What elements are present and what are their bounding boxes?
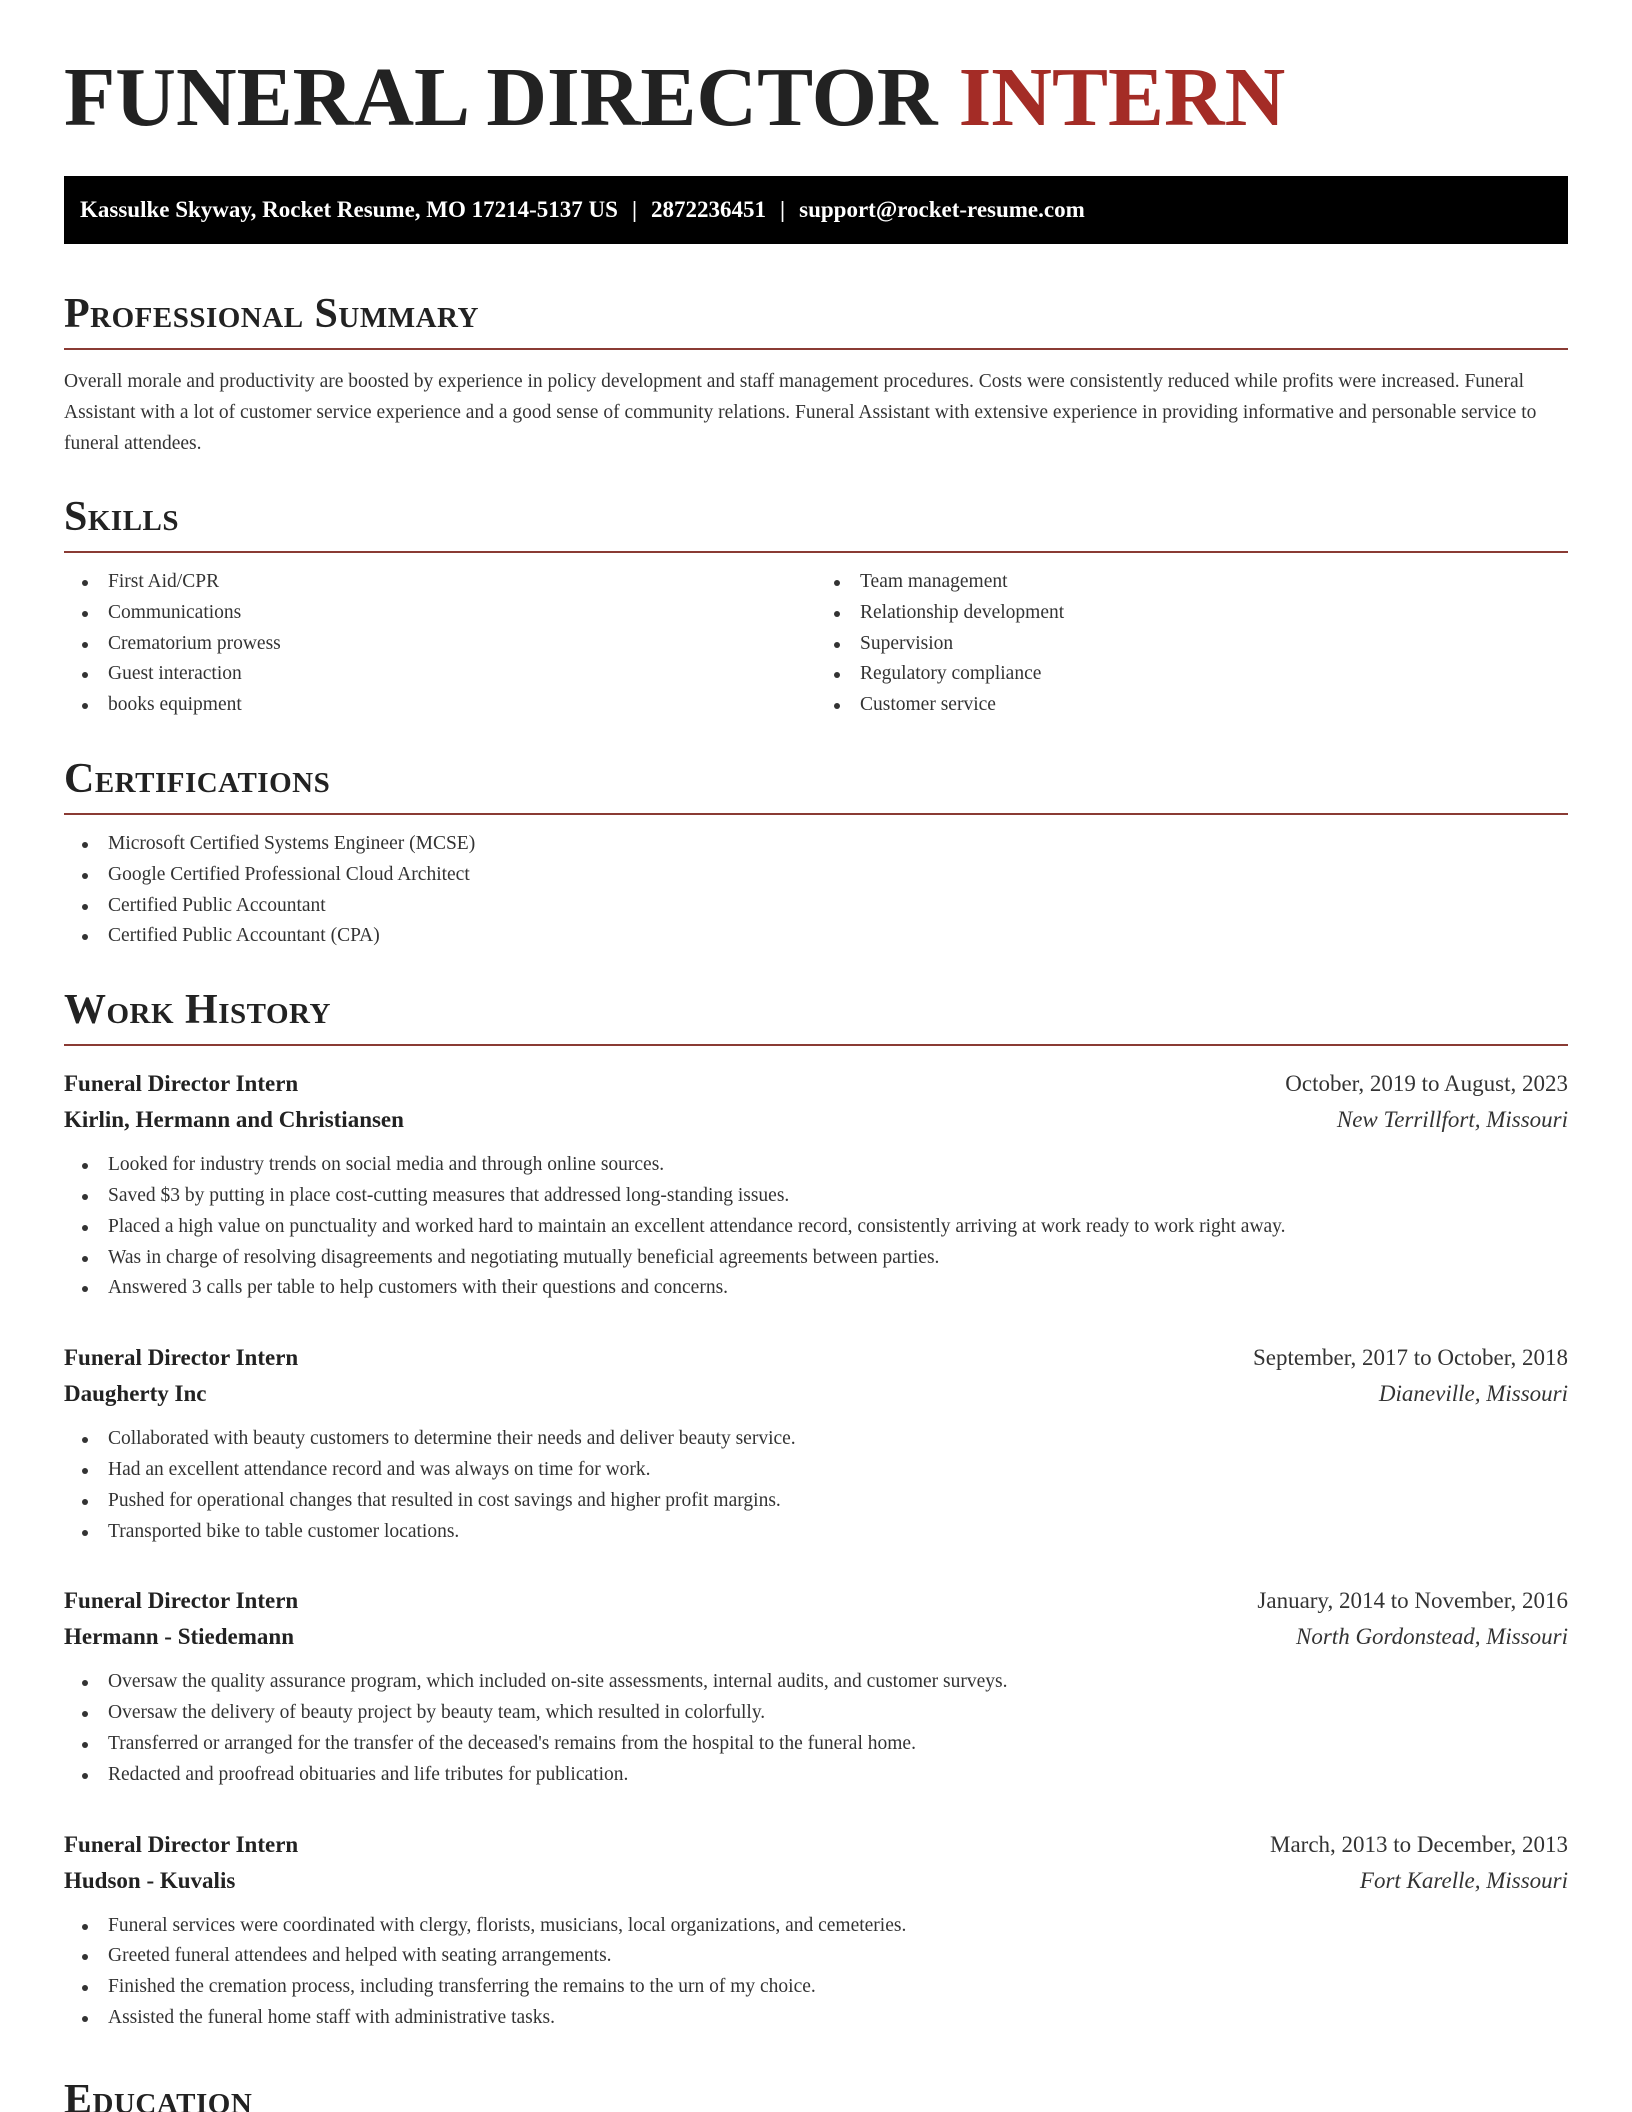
job-bullet: Transferred or arranged for the transfer of the deceased's remains from the hospital to the funeral home. [108, 1729, 1568, 1760]
job-title: Funeral Director Intern [64, 1831, 299, 1857]
job-bullet: Looked for industry trends on social media and through online sources. [108, 1150, 1568, 1181]
job-company-row [64, 1376, 1568, 1412]
job-title-row [64, 1066, 1568, 1102]
job-bullet: Collaborated with beauty customers to determine their needs and deliver beauty service. [108, 1424, 1568, 1455]
job-bullets [64, 1424, 1568, 1547]
job-location: New Terrillfort, Missouri [1336, 1107, 1568, 1133]
title-main: FUNERAL DIRECTOR [64, 51, 938, 144]
title-accent: INTERN [958, 51, 1286, 144]
skill-item: Regulatory compliance [860, 659, 1568, 690]
job-location: North Gordonstead, Missouri [1296, 1624, 1568, 1650]
job-location: Fort Karelle, Missouri [1359, 1867, 1568, 1893]
contact-address: Kassulke Skyway, Rocket Resume, MO 17214-5137 US [80, 197, 618, 222]
job-title: Funeral Director Intern [64, 1071, 299, 1097]
job-company-row [64, 1102, 1568, 1138]
job-bullet: Placed a high value on punctuality and worked hard to maintain an excellent attendance record, consistently arriving at work ready to work right away. [108, 1212, 1568, 1243]
skill-item: Guest interaction [108, 659, 816, 690]
job-title-row [64, 1583, 1568, 1619]
work-history-section [64, 982, 1568, 2034]
job-bullet: Was in charge of resolving disagreements and negotiating mutually beneficial agreements between parties. [108, 1243, 1568, 1274]
job-company: Daugherty Inc [64, 1381, 207, 1407]
job-bullet: Finished the cremation process, including transferring the remains to the urn of my choice. [108, 1972, 1568, 2003]
job-bullet: Saved $3 by putting in place cost-cutting measures that addressed long-standing issues. [108, 1181, 1568, 1212]
job-bullet: Answered 3 calls per table to help customers with their questions and concerns. [108, 1273, 1568, 1304]
job-bullets [64, 1667, 1568, 1790]
job-title-row [64, 1827, 1568, 1863]
job-entry [64, 1583, 1568, 1790]
certifications-section [64, 751, 1568, 952]
job-dates: January, 2014 to November, 2016 [1257, 1588, 1568, 1614]
job-location: Dianeville, Missouri [1378, 1381, 1568, 1407]
work-history-heading: Work History [64, 982, 1568, 1046]
certification-item: Certified Public Accountant [108, 891, 1568, 922]
skill-item: Communications [108, 598, 816, 629]
job-bullet: Redacted and proofread obituaries and life tributes for publication. [108, 1760, 1568, 1791]
contact-email[interactable]: support@rocket-resume.com [799, 197, 1085, 222]
certification-item: Microsoft Certified Systems Engineer (MCSE) [108, 829, 1568, 860]
job-company: Kirlin, Hermann and Christiansen [64, 1107, 404, 1133]
job-entry [64, 1340, 1568, 1547]
job-bullet: Oversaw the delivery of beauty project by beauty team, which resulted in colorfully. [108, 1698, 1568, 1729]
summary-text: Overall morale and productivity are boosted by experience in policy development and staff management procedures. Costs were consistently reduced while profits were increased. Funeral Assistant with a lot of customer service experience and a good sense of community relations. Funeral Assistant with extensive experience in providing informative and personable service to funeral attendees. [64, 371, 1537, 454]
job-entry [64, 1066, 1568, 1304]
education-heading: Education [64, 2072, 1568, 2112]
skill-item: Customer service [860, 690, 1568, 721]
job-title-row [64, 1340, 1568, 1376]
skills-list-right [816, 567, 1568, 721]
skills-section [64, 489, 1568, 721]
job-bullet: Pushed for operational changes that resulted in cost savings and higher profit margins. [108, 1486, 1568, 1517]
job-bullet: Had an excellent attendance record and was always on time for work. [108, 1455, 1568, 1486]
contact-bar [64, 176, 1568, 244]
job-title: Funeral Director Intern [64, 1345, 299, 1371]
job-dates: October, 2019 to August, 2023 [1285, 1071, 1568, 1097]
job-bullets [64, 1150, 1568, 1304]
summary-section [64, 286, 1568, 459]
job-bullet: Assisted the funeral home staff with administrative tasks. [108, 2003, 1568, 2034]
job-bullet: Funeral services were coordinated with clergy, florists, musicians, local organizations, and cemeteries. [108, 1911, 1568, 1942]
skill-item: Relationship development [860, 598, 1568, 629]
job-title: Funeral Director Intern [64, 1588, 299, 1614]
certification-item: Certified Public Accountant (CPA) [108, 921, 1568, 952]
job-company: Hudson - Kuvalis [64, 1867, 236, 1893]
skill-item: books equipment [108, 690, 816, 721]
skill-item: Crematorium prowess [108, 629, 816, 660]
certifications-heading: Certifications [64, 751, 1568, 815]
education-section [64, 2072, 1568, 2112]
skill-item: Supervision [860, 629, 1568, 660]
job-bullets [64, 1911, 1568, 2034]
summary-heading: Professional Summary [64, 286, 1568, 350]
contact-separator: | [780, 197, 786, 222]
job-entry [64, 1827, 1568, 2034]
job-bullet: Oversaw the quality assurance program, which included on-site assessments, internal audits, and customer surveys. [108, 1667, 1568, 1698]
job-company-row [64, 1863, 1568, 1899]
certification-item: Google Certified Professional Cloud Architect [108, 860, 1568, 891]
skill-item: Team management [860, 567, 1568, 598]
skills-heading: Skills [64, 489, 1568, 553]
job-bullet: Greeted funeral attendees and helped with seating arrangements. [108, 1941, 1568, 1972]
job-company-row [64, 1619, 1568, 1655]
contact-separator: | [631, 197, 638, 222]
job-bullet: Transported bike to table customer locations. [108, 1517, 1568, 1548]
job-dates: March, 2013 to December, 2013 [1270, 1831, 1568, 1857]
contact-phone[interactable]: 2872236451 [651, 197, 767, 222]
skills-list-left [64, 567, 816, 721]
job-dates: September, 2017 to October, 2018 [1253, 1345, 1568, 1371]
resume-title [64, 0, 1568, 144]
certifications-list [64, 829, 1568, 952]
skill-item: First Aid/CPR [108, 567, 816, 598]
skills-grid [64, 553, 1568, 721]
job-company: Hermann - Stiedemann [64, 1624, 294, 1650]
